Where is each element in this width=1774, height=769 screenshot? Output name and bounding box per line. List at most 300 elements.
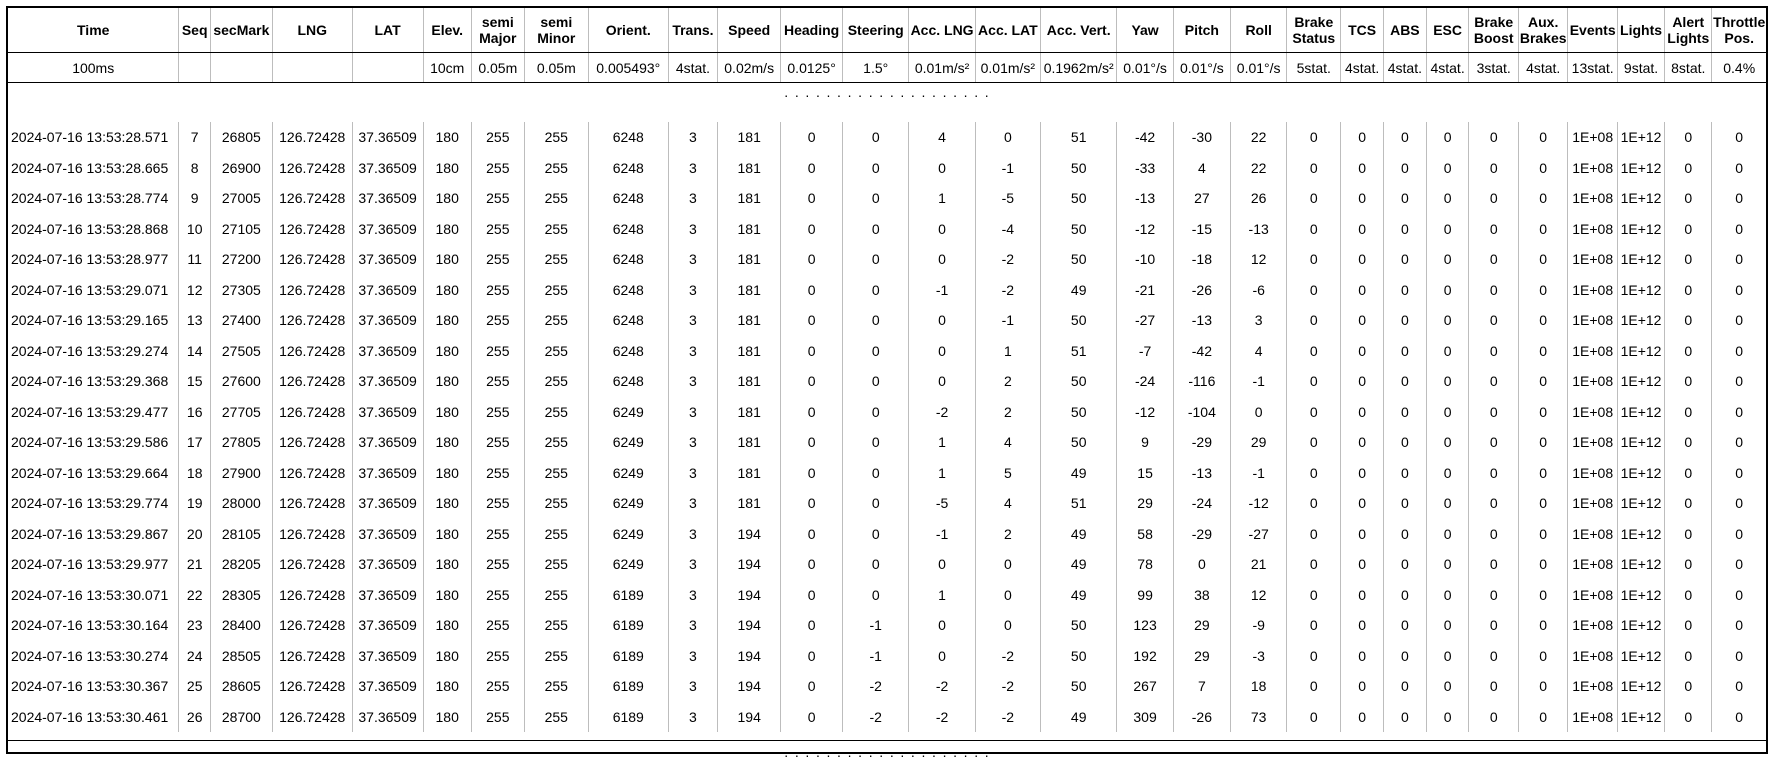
vehicle-data-table	[8, 8, 1766, 769]
cell-brake-status: 0	[1287, 305, 1341, 336]
cell-elev: 180	[423, 153, 471, 184]
cell-heading: 0	[781, 214, 843, 245]
cell-semi-minor: 255	[524, 488, 588, 519]
cell-heading: 0	[781, 458, 843, 489]
cell-pitch: -26	[1173, 702, 1230, 733]
cell-brake-status: 0	[1287, 549, 1341, 580]
cell-acc-vert: 50	[1040, 671, 1116, 702]
cell-yaw: 99	[1117, 580, 1173, 611]
cell-trans: 3	[668, 610, 717, 641]
cell-throttle-pos: 0	[1712, 122, 1766, 153]
cell-abs: 0	[1384, 122, 1427, 153]
cell-tcs: 0	[1341, 153, 1384, 184]
cell-throttle-pos: 0	[1712, 549, 1766, 580]
cell-lights: 1E+12	[1617, 580, 1664, 611]
cell-throttle-pos: 0	[1712, 488, 1766, 519]
cell-yaw: -12	[1117, 397, 1173, 428]
cell-tcs: 0	[1341, 336, 1384, 367]
cell-lat: 37.36509	[352, 580, 423, 611]
cell-tcs: 0	[1341, 183, 1384, 214]
cell-yaw: 9	[1117, 427, 1173, 458]
cell-brake-status: 0	[1287, 275, 1341, 306]
cell-acc-lng: -2	[909, 397, 975, 428]
cell-esc: 0	[1426, 549, 1469, 580]
cell-acc-lng: -5	[909, 488, 975, 519]
cell-pitch: 27	[1173, 183, 1230, 214]
cell-tcs: 0	[1341, 366, 1384, 397]
cell-lat: 37.36509	[352, 244, 423, 275]
cell-orient: 6248	[588, 305, 668, 336]
cell-acc-vert: 49	[1040, 580, 1116, 611]
cell-lat: 37.36509	[352, 458, 423, 489]
cell-brake-boost: 0	[1469, 183, 1518, 214]
unit-cell-steering: 1.5°	[843, 53, 909, 83]
cell-tcs: 0	[1341, 214, 1384, 245]
cell-lights: 1E+12	[1617, 183, 1664, 214]
cell-brake-status: 0	[1287, 610, 1341, 641]
cell-acc-lng: 0	[909, 610, 975, 641]
cell-speed: 181	[718, 427, 781, 458]
cell-time: 2024-07-16 13:53:29.977	[8, 549, 179, 580]
cell-time: 2024-07-16 13:53:29.664	[8, 458, 179, 489]
cell-esc: 0	[1426, 641, 1469, 672]
cell-heading: 0	[781, 519, 843, 550]
cell-seq: 9	[179, 183, 210, 214]
cell-brake-boost: 0	[1469, 702, 1518, 733]
cell-pitch: -116	[1173, 366, 1230, 397]
cell-secmark: 27005	[210, 183, 272, 214]
cell-lights: 1E+12	[1617, 122, 1664, 153]
cell-acc-lng: 0	[909, 214, 975, 245]
cell-throttle-pos: 0	[1712, 641, 1766, 672]
cell-roll: 29	[1231, 427, 1287, 458]
cell-secmark: 27200	[210, 244, 272, 275]
cell-esc: 0	[1426, 305, 1469, 336]
table-row	[8, 214, 1766, 245]
cell-brake-boost: 0	[1469, 458, 1518, 489]
cell-events: 1E+08	[1568, 458, 1617, 489]
cell-speed: 194	[718, 702, 781, 733]
cell-semi-minor: 255	[524, 183, 588, 214]
cell-yaw: -42	[1117, 122, 1173, 153]
cell-semi-major: 255	[471, 549, 524, 580]
cell-pitch: -15	[1173, 214, 1230, 245]
cell-steering: -2	[843, 702, 909, 733]
cell-lat: 37.36509	[352, 183, 423, 214]
cell-aux-brakes: 0	[1518, 305, 1567, 336]
cell-trans: 3	[668, 336, 717, 367]
cell-speed: 181	[718, 244, 781, 275]
cell-trans: 3	[668, 244, 717, 275]
column-header-orient: Orient.	[588, 8, 668, 53]
cell-pitch: 29	[1173, 610, 1230, 641]
cell-roll: -1	[1231, 366, 1287, 397]
cell-trans: 3	[668, 519, 717, 550]
cell-acc-lng: 4	[909, 122, 975, 153]
unit-cell-aux-brakes: 4stat.	[1518, 53, 1567, 83]
cell-lng: 126.72428	[272, 488, 352, 519]
unit-cell-yaw: 0.01°/s	[1117, 53, 1173, 83]
cell-secmark: 28605	[210, 671, 272, 702]
cell-acc-lng: 1	[909, 183, 975, 214]
cell-acc-lng: 1	[909, 458, 975, 489]
cell-throttle-pos: 0	[1712, 458, 1766, 489]
cell-semi-major: 255	[471, 458, 524, 489]
cell-trans: 3	[668, 122, 717, 153]
cell-tcs: 0	[1341, 275, 1384, 306]
cell-events: 1E+08	[1568, 549, 1617, 580]
cell-semi-major: 255	[471, 366, 524, 397]
cell-semi-major: 255	[471, 641, 524, 672]
cell-secmark: 27600	[210, 366, 272, 397]
unit-cell-elev: 10cm	[423, 53, 471, 83]
cell-acc-lat: 0	[975, 610, 1040, 641]
cell-alert-lights: 0	[1665, 458, 1712, 489]
unit-cell-seq	[179, 53, 210, 83]
cell-roll: 22	[1231, 153, 1287, 184]
cell-esc: 0	[1426, 214, 1469, 245]
cell-brake-boost: 0	[1469, 153, 1518, 184]
cell-brake-status: 0	[1287, 519, 1341, 550]
cell-orient: 6248	[588, 336, 668, 367]
cell-throttle-pos: 0	[1712, 580, 1766, 611]
column-header-acc-lat: Acc. LAT	[975, 8, 1040, 53]
cell-lat: 37.36509	[352, 153, 423, 184]
cell-trans: 3	[668, 702, 717, 733]
cell-events: 1E+08	[1568, 336, 1617, 367]
unit-cell-abs: 4stat.	[1384, 53, 1427, 83]
cell-lng: 126.72428	[272, 336, 352, 367]
cell-lights: 1E+12	[1617, 275, 1664, 306]
cell-seq: 14	[179, 336, 210, 367]
unit-row	[8, 53, 1766, 83]
table-row	[8, 366, 1766, 397]
cell-alert-lights: 0	[1665, 610, 1712, 641]
cell-lights: 1E+12	[1617, 397, 1664, 428]
table-row	[8, 458, 1766, 489]
cell-pitch: -29	[1173, 519, 1230, 550]
cell-alert-lights: 0	[1665, 580, 1712, 611]
cell-steering: 0	[843, 275, 909, 306]
data-table-frame	[6, 6, 1768, 754]
cell-acc-vert: 50	[1040, 153, 1116, 184]
cell-yaw: -21	[1117, 275, 1173, 306]
cell-alert-lights: 0	[1665, 549, 1712, 580]
cell-acc-lat: 0	[975, 122, 1040, 153]
cell-yaw: 123	[1117, 610, 1173, 641]
cell-steering: 0	[843, 336, 909, 367]
cell-lights: 1E+12	[1617, 153, 1664, 184]
cell-throttle-pos: 0	[1712, 336, 1766, 367]
cell-brake-status: 0	[1287, 580, 1341, 611]
cell-yaw: -12	[1117, 214, 1173, 245]
column-header-acc-vert: Acc. Vert.	[1040, 8, 1116, 53]
cell-roll: -27	[1231, 519, 1287, 550]
cell-steering: -1	[843, 610, 909, 641]
cell-lng: 126.72428	[272, 214, 352, 245]
cell-secmark: 28400	[210, 610, 272, 641]
cell-tcs: 0	[1341, 122, 1384, 153]
cell-aux-brakes: 0	[1518, 366, 1567, 397]
cell-throttle-pos: 0	[1712, 519, 1766, 550]
unit-cell-acc-lat: 0.01m/s²	[975, 53, 1040, 83]
table-row	[8, 488, 1766, 519]
cell-aux-brakes: 0	[1518, 610, 1567, 641]
cell-events: 1E+08	[1568, 305, 1617, 336]
cell-esc: 0	[1426, 458, 1469, 489]
cell-roll: -3	[1231, 641, 1287, 672]
cell-acc-vert: 49	[1040, 549, 1116, 580]
cell-semi-minor: 255	[524, 702, 588, 733]
cell-abs: 0	[1384, 336, 1427, 367]
cell-esc: 0	[1426, 610, 1469, 641]
cell-time: 2024-07-16 13:53:29.867	[8, 519, 179, 550]
cell-yaw: 309	[1117, 702, 1173, 733]
cell-semi-minor: 255	[524, 671, 588, 702]
cell-elev: 180	[423, 702, 471, 733]
bottom-ellipsis: · · · · · · · · · · · · · · · · · · · ·	[8, 741, 1766, 769]
cell-acc-lat: -2	[975, 275, 1040, 306]
cell-speed: 181	[718, 397, 781, 428]
cell-acc-lat: -2	[975, 244, 1040, 275]
cell-abs: 0	[1384, 214, 1427, 245]
cell-throttle-pos: 0	[1712, 183, 1766, 214]
cell-speed: 181	[718, 183, 781, 214]
cell-speed: 181	[718, 336, 781, 367]
unit-cell-throttle-pos: 0.4%	[1712, 53, 1766, 83]
cell-lat: 37.36509	[352, 519, 423, 550]
column-header-yaw: Yaw	[1117, 8, 1173, 53]
cell-events: 1E+08	[1568, 580, 1617, 611]
cell-time: 2024-07-16 13:53:28.774	[8, 183, 179, 214]
cell-trans: 3	[668, 397, 717, 428]
cell-time: 2024-07-16 13:53:30.164	[8, 610, 179, 641]
cell-secmark: 28000	[210, 488, 272, 519]
unit-cell-acc-lng: 0.01m/s²	[909, 53, 975, 83]
unit-cell-acc-vert: 0.1962m/s²	[1040, 53, 1116, 83]
cell-acc-lng: 0	[909, 366, 975, 397]
cell-brake-boost: 0	[1469, 671, 1518, 702]
cell-trans: 3	[668, 458, 717, 489]
cell-acc-lng: 0	[909, 641, 975, 672]
unit-cell-events: 13stat.	[1568, 53, 1617, 83]
cell-yaw: -27	[1117, 305, 1173, 336]
cell-seq: 21	[179, 549, 210, 580]
cell-steering: 0	[843, 122, 909, 153]
column-header-semi-minor: semi Minor	[524, 8, 588, 53]
cell-trans: 3	[668, 305, 717, 336]
cell-steering: 0	[843, 427, 909, 458]
unit-cell-roll: 0.01°/s	[1231, 53, 1287, 83]
cell-brake-boost: 0	[1469, 610, 1518, 641]
cell-roll: 4	[1231, 336, 1287, 367]
cell-aux-brakes: 0	[1518, 427, 1567, 458]
cell-pitch: -26	[1173, 275, 1230, 306]
cell-events: 1E+08	[1568, 153, 1617, 184]
cell-elev: 180	[423, 549, 471, 580]
cell-seq: 12	[179, 275, 210, 306]
cell-acc-lat: 5	[975, 458, 1040, 489]
cell-semi-major: 255	[471, 488, 524, 519]
cell-lat: 37.36509	[352, 336, 423, 367]
cell-seq: 15	[179, 366, 210, 397]
unit-cell-semi-minor: 0.05m	[524, 53, 588, 83]
cell-tcs: 0	[1341, 610, 1384, 641]
cell-elev: 180	[423, 488, 471, 519]
cell-semi-minor: 255	[524, 366, 588, 397]
cell-brake-status: 0	[1287, 122, 1341, 153]
cell-orient: 6248	[588, 275, 668, 306]
cell-esc: 0	[1426, 275, 1469, 306]
cell-events: 1E+08	[1568, 702, 1617, 733]
cell-acc-lng: -2	[909, 671, 975, 702]
cell-orient: 6248	[588, 214, 668, 245]
table-row	[8, 610, 1766, 641]
cell-elev: 180	[423, 183, 471, 214]
cell-semi-minor: 255	[524, 519, 588, 550]
cell-steering: 0	[843, 244, 909, 275]
cell-trans: 3	[668, 153, 717, 184]
cell-alert-lights: 0	[1665, 183, 1712, 214]
cell-brake-status: 0	[1287, 641, 1341, 672]
cell-heading: 0	[781, 702, 843, 733]
cell-semi-major: 255	[471, 183, 524, 214]
cell-aux-brakes: 0	[1518, 214, 1567, 245]
cell-abs: 0	[1384, 671, 1427, 702]
cell-heading: 0	[781, 305, 843, 336]
cell-esc: 0	[1426, 519, 1469, 550]
cell-orient: 6189	[588, 580, 668, 611]
cell-brake-boost: 0	[1469, 336, 1518, 367]
cell-aux-brakes: 0	[1518, 519, 1567, 550]
cell-events: 1E+08	[1568, 214, 1617, 245]
cell-elev: 180	[423, 336, 471, 367]
table-row	[8, 275, 1766, 306]
cell-yaw: -24	[1117, 366, 1173, 397]
cell-lng: 126.72428	[272, 610, 352, 641]
cell-elev: 180	[423, 458, 471, 489]
cell-acc-lat: -1	[975, 153, 1040, 184]
cell-aux-brakes: 0	[1518, 122, 1567, 153]
cell-seq: 25	[179, 671, 210, 702]
spacer-row	[8, 107, 1766, 122]
cell-trans: 3	[668, 488, 717, 519]
cell-lights: 1E+12	[1617, 427, 1664, 458]
cell-roll: 12	[1231, 244, 1287, 275]
cell-steering: 0	[843, 488, 909, 519]
cell-secmark: 27400	[210, 305, 272, 336]
cell-seq: 10	[179, 214, 210, 245]
cell-steering: 0	[843, 458, 909, 489]
cell-lights: 1E+12	[1617, 366, 1664, 397]
cell-semi-minor: 255	[524, 610, 588, 641]
cell-lng: 126.72428	[272, 549, 352, 580]
cell-yaw: 267	[1117, 671, 1173, 702]
cell-semi-major: 255	[471, 427, 524, 458]
cell-pitch: -104	[1173, 397, 1230, 428]
cell-lights: 1E+12	[1617, 488, 1664, 519]
table-row	[8, 336, 1766, 367]
cell-time: 2024-07-16 13:53:28.571	[8, 122, 179, 153]
cell-alert-lights: 0	[1665, 641, 1712, 672]
cell-heading: 0	[781, 244, 843, 275]
cell-lat: 37.36509	[352, 214, 423, 245]
cell-acc-vert: 49	[1040, 275, 1116, 306]
cell-acc-lat: -2	[975, 702, 1040, 733]
cell-abs: 0	[1384, 397, 1427, 428]
cell-heading: 0	[781, 183, 843, 214]
cell-abs: 0	[1384, 275, 1427, 306]
cell-abs: 0	[1384, 580, 1427, 611]
cell-acc-vert: 51	[1040, 122, 1116, 153]
cell-seq: 17	[179, 427, 210, 458]
cell-esc: 0	[1426, 244, 1469, 275]
cell-seq: 7	[179, 122, 210, 153]
cell-brake-status: 0	[1287, 671, 1341, 702]
cell-aux-brakes: 0	[1518, 336, 1567, 367]
cell-time: 2024-07-16 13:53:29.774	[8, 488, 179, 519]
cell-events: 1E+08	[1568, 397, 1617, 428]
cell-lng: 126.72428	[272, 275, 352, 306]
column-header-speed: Speed	[718, 8, 781, 53]
cell-tcs: 0	[1341, 641, 1384, 672]
cell-brake-boost: 0	[1469, 427, 1518, 458]
cell-trans: 3	[668, 671, 717, 702]
cell-aux-brakes: 0	[1518, 488, 1567, 519]
cell-speed: 194	[718, 519, 781, 550]
cell-acc-lng: -1	[909, 519, 975, 550]
cell-acc-lat: -1	[975, 305, 1040, 336]
table-row	[8, 641, 1766, 672]
cell-events: 1E+08	[1568, 427, 1617, 458]
cell-secmark: 27705	[210, 397, 272, 428]
cell-abs: 0	[1384, 305, 1427, 336]
cell-orient: 6248	[588, 183, 668, 214]
cell-aux-brakes: 0	[1518, 458, 1567, 489]
cell-seq: 22	[179, 580, 210, 611]
cell-time: 2024-07-16 13:53:28.977	[8, 244, 179, 275]
column-header-roll: Roll	[1231, 8, 1287, 53]
cell-tcs: 0	[1341, 427, 1384, 458]
cell-orient: 6248	[588, 244, 668, 275]
cell-steering: -2	[843, 671, 909, 702]
table-row	[8, 397, 1766, 428]
cell-speed: 181	[718, 366, 781, 397]
cell-aux-brakes: 0	[1518, 244, 1567, 275]
cell-orient: 6189	[588, 641, 668, 672]
cell-heading: 0	[781, 549, 843, 580]
cell-pitch: -42	[1173, 336, 1230, 367]
cell-lat: 37.36509	[352, 366, 423, 397]
cell-semi-minor: 255	[524, 305, 588, 336]
cell-yaw: -7	[1117, 336, 1173, 367]
cell-semi-major: 255	[471, 397, 524, 428]
cell-heading: 0	[781, 153, 843, 184]
cell-seq: 23	[179, 610, 210, 641]
cell-speed: 194	[718, 641, 781, 672]
cell-throttle-pos: 0	[1712, 244, 1766, 275]
cell-acc-vert: 51	[1040, 488, 1116, 519]
cell-orient: 6248	[588, 153, 668, 184]
cell-alert-lights: 0	[1665, 671, 1712, 702]
cell-steering: 0	[843, 214, 909, 245]
cell-speed: 181	[718, 153, 781, 184]
cell-acc-vert: 50	[1040, 214, 1116, 245]
cell-semi-minor: 255	[524, 580, 588, 611]
cell-elev: 180	[423, 397, 471, 428]
column-header-acc-lng: Acc. LNG	[909, 8, 975, 53]
cell-lat: 37.36509	[352, 427, 423, 458]
